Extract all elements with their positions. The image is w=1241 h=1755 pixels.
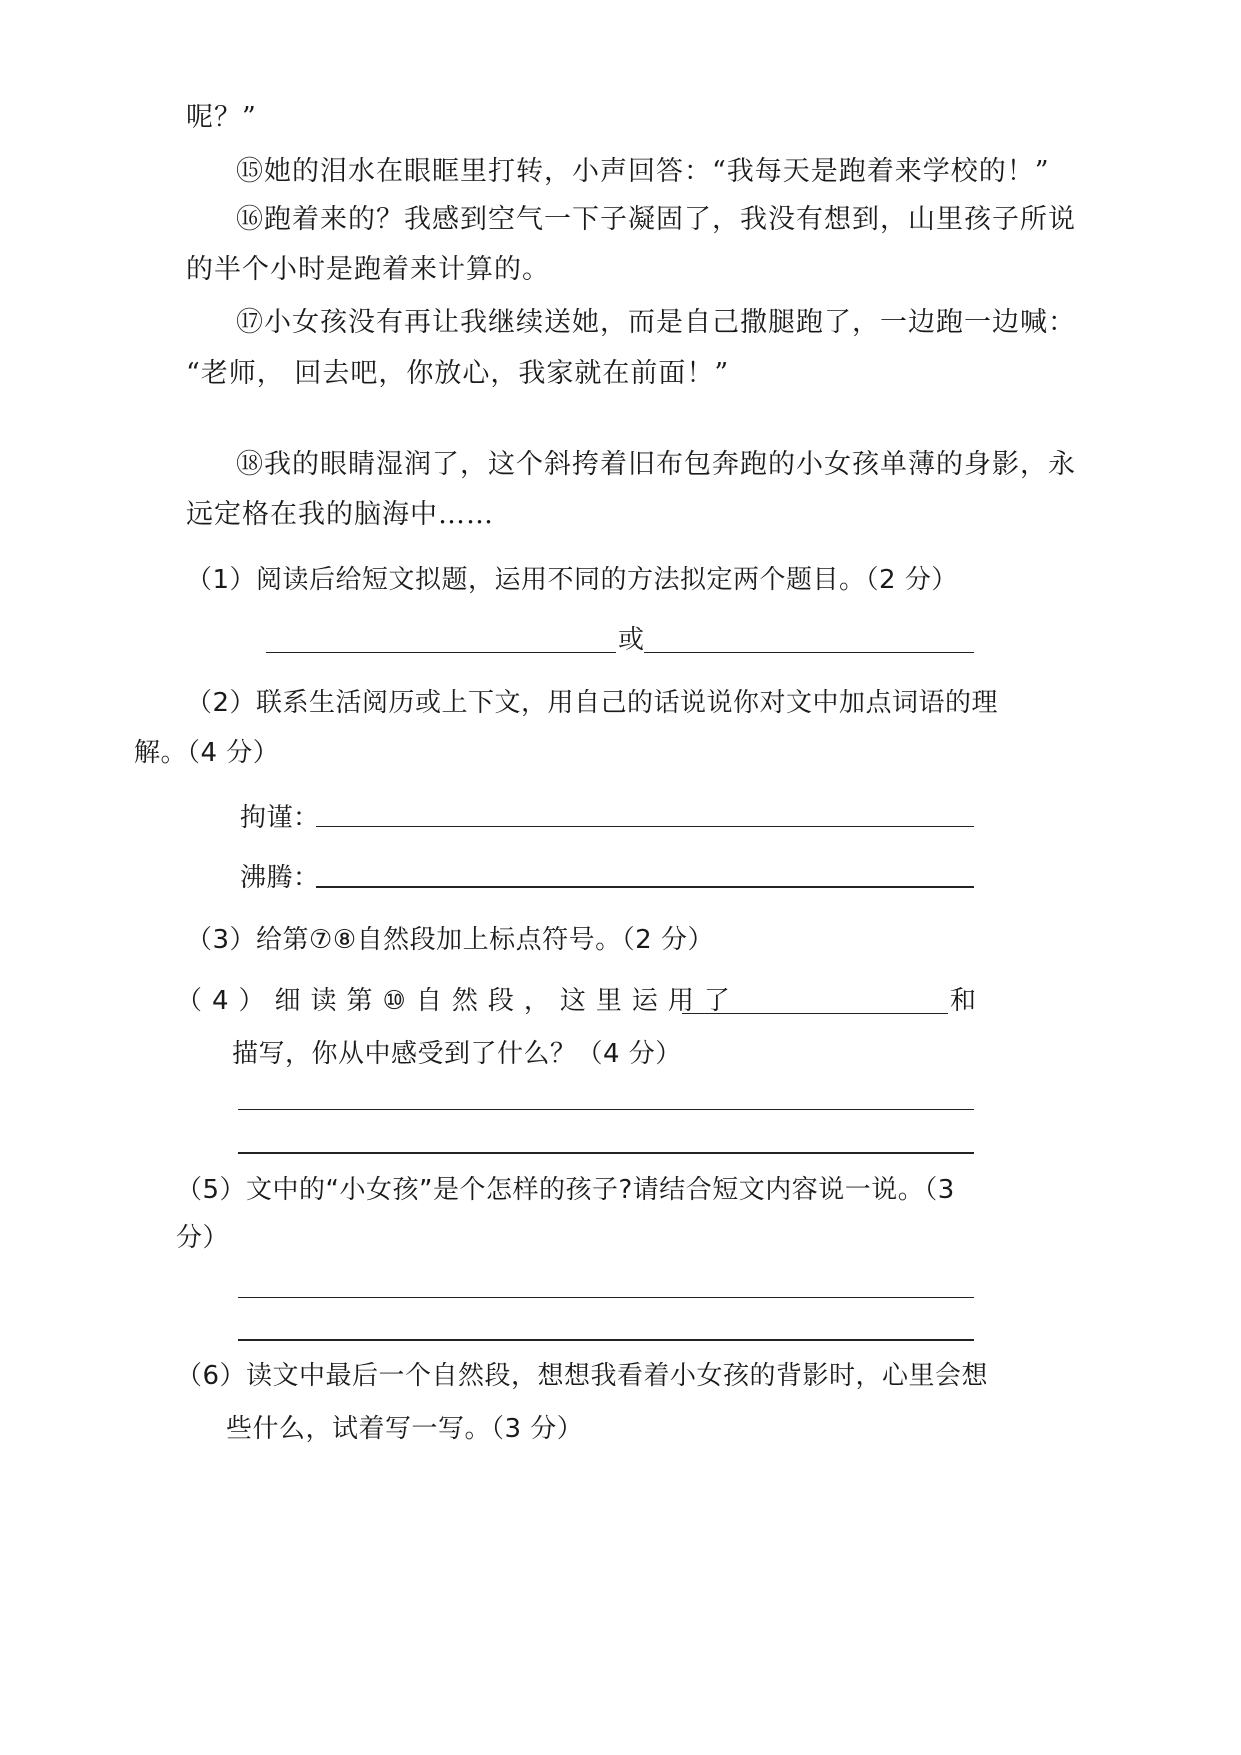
q2-word-feiteng: 沸腾： [240, 863, 320, 893]
passage-p14-end: 呢？” [186, 102, 257, 133]
q4-answer-line-1[interactable] [238, 1109, 974, 1110]
question-5-line2: 分） [176, 1223, 230, 1253]
q5-answer-line-2[interactable] [238, 1339, 974, 1341]
q4-blank-line[interactable] [682, 1013, 948, 1014]
q1-answer-line-1[interactable] [266, 652, 616, 653]
question-2-line1: （2）联系生活阅历或上下文，用自己的话说说你对文中加点词语的理 [186, 688, 999, 718]
question-6-line1: （6）读文中最后一个自然段，想想我看着小女孩的背影时，心里会想 [176, 1361, 989, 1391]
passage-p17-line1: ⑰小女孩没有再让我继续送她，而是自己撒腿跑了，一边跑一边喊： [236, 307, 1076, 338]
passage-p18-line1: ⑱我的眼睛湿润了，这个斜挎着旧布包奔跑的小女孩单薄的身影，永 [236, 449, 1076, 480]
q2-answer-line-feiteng[interactable] [316, 886, 974, 888]
q5-answer-line-1[interactable] [238, 1297, 974, 1298]
passage-p15: ⑮她的泪水在眼眶里打转，小声回答：“我每天是跑着来学校的！” [236, 156, 1050, 187]
question-4-line2: 描写，你从中感受到了什么？（4 分） [232, 1039, 682, 1069]
passage-p18-line2: 远定格在我的脑海中…… [186, 499, 494, 530]
passage-p17-line2: “老师， 回去吧，你放心，我家就在前面！” [186, 358, 730, 389]
question-5-line1: （5）文中的“小女孩”是个怎样的孩子?请结合短文内容说一说。（3 [176, 1175, 955, 1205]
passage-p16-line2: 的半个小时是跑着来计算的。 [186, 254, 550, 285]
q4-answer-line-2[interactable] [238, 1152, 974, 1154]
passage-p16-line1: ⑯跑着来的？我感到空气一下子凝固了，我没有想到，山里孩子所说 [236, 204, 1076, 235]
question-1: （1）阅读后给短文拟题，运用不同的方法拟定两个题目。（2 分） [186, 565, 958, 595]
question-3: （3）给第⑦⑧自然段加上标点符号。（2 分） [186, 925, 714, 955]
question-6-line2: 些什么，试着写一写。（3 分） [226, 1414, 584, 1444]
q1-or-label: 或 [618, 625, 645, 655]
question-4-and: 和 [950, 986, 977, 1016]
question-4-prefix: （4）细读第⑩自然段，这里运用了 [176, 986, 740, 1016]
q2-word-jujin: 拘谨： [240, 803, 320, 833]
q2-answer-line-jujin[interactable] [316, 826, 974, 827]
q1-answer-line-2[interactable] [644, 652, 974, 653]
question-2-line2: 解。（4 分） [134, 738, 280, 768]
